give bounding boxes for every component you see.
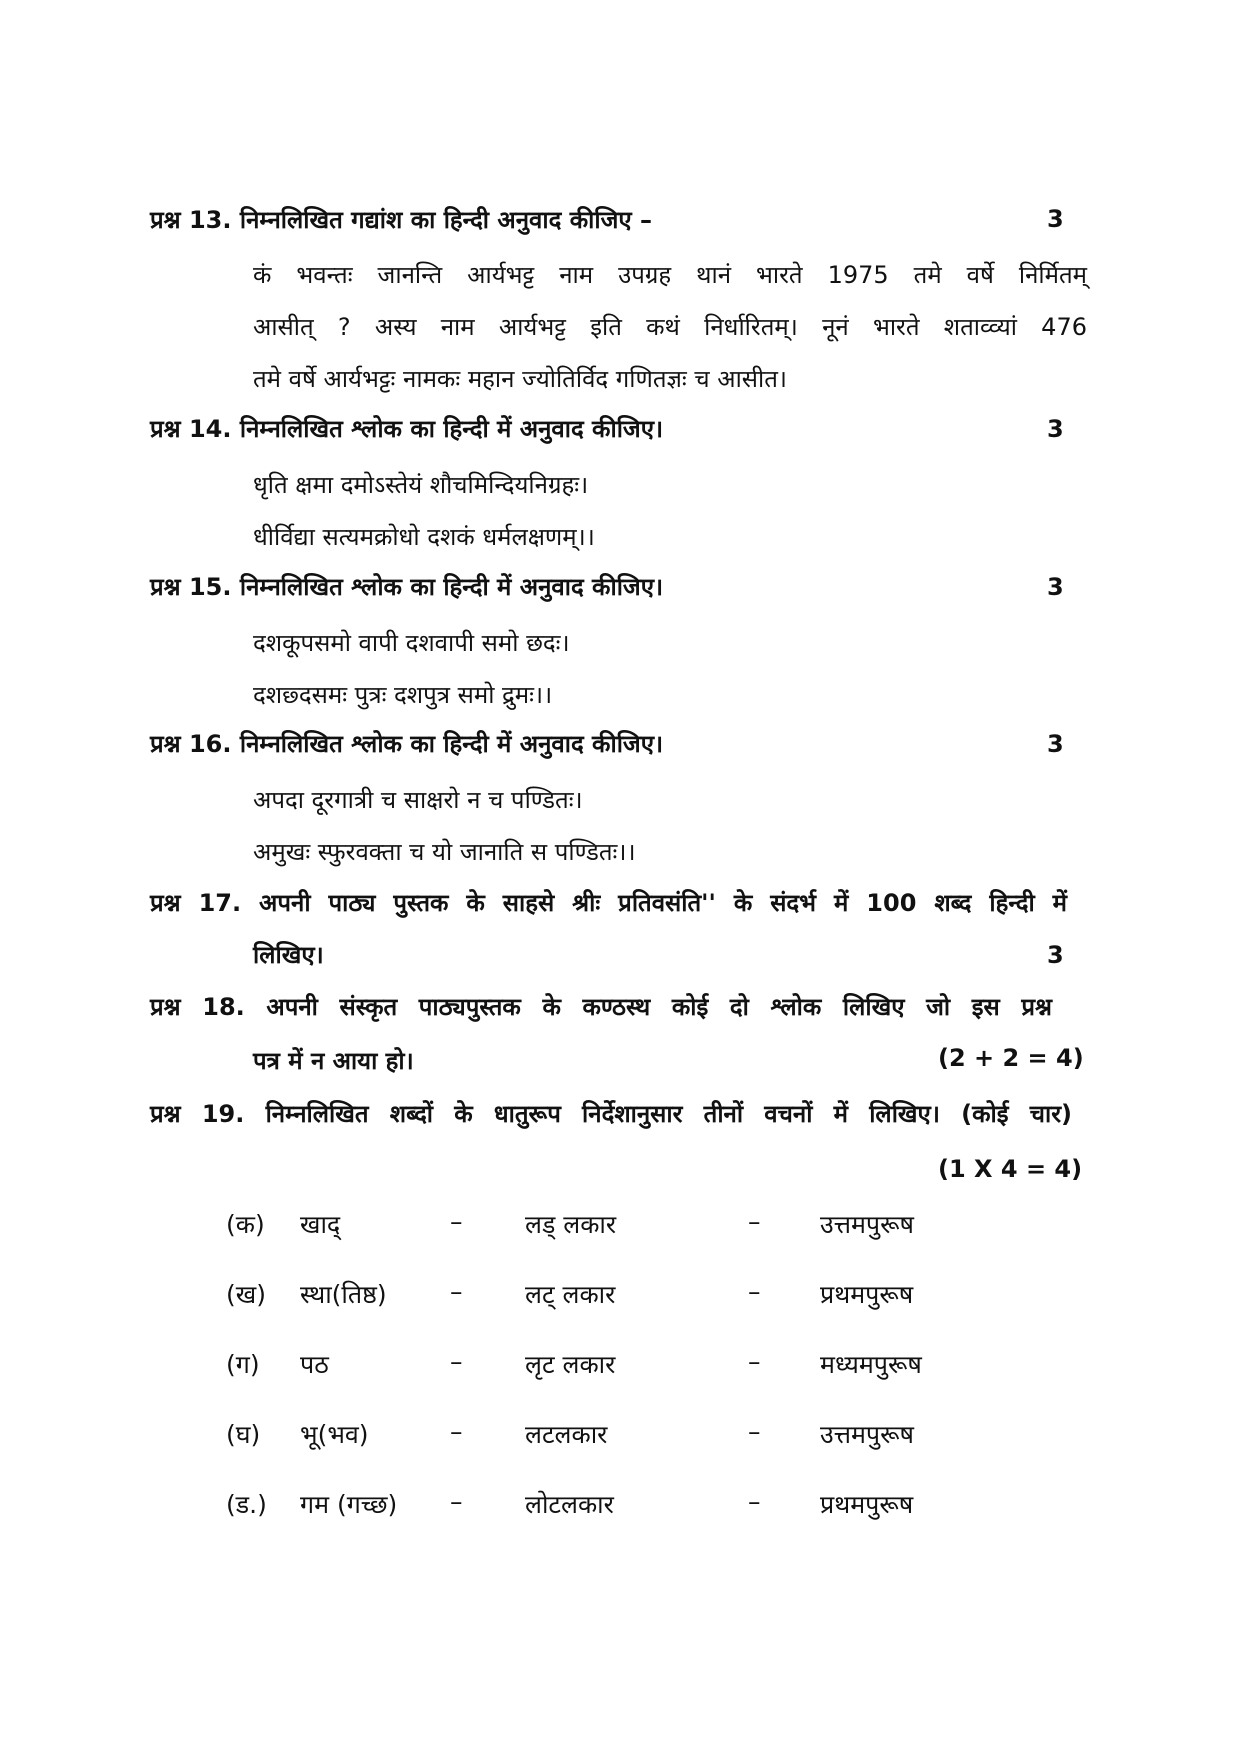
verb-row-dash-1: – [450,1487,463,1516]
verb-row-lakar: लटलकार [525,1420,608,1449]
verb-row-purush: उत्तमपुरूष [820,1420,915,1449]
question-16-heading: प्रश्न 16. निम्नलिखित श्लोक का हिन्दी में अनुवाद कीजिए। [150,730,664,758]
question-13-marks: 3 [1047,205,1064,233]
verb-row-purush: प्रथमपुरूष [820,1490,914,1519]
verb-row-dash-1: – [450,1207,463,1236]
question-18-heading: प्रश्न 18. अपनी संस्कृत पाठ्यपुस्तक के कण्ठस्थ कोई दो श्लोक लिखिए जो इस प्रश्न [150,993,1052,1021]
question-14-line-1: धृति क्षमा दमोऽस्तेयं शौचमिन्दियनिग्रहः। [253,471,589,499]
verb-row-dash-2: – [748,1417,761,1446]
verb-row-dash-1: – [450,1277,463,1306]
verb-row-label: (क) [226,1210,265,1239]
verb-row-word: भू(भव) [300,1420,369,1449]
question-18-heading-cont: पत्र में न आया हो। [253,1047,414,1075]
verb-row-lakar: लोटलकार [525,1490,614,1519]
verb-row-purush: उत्तमपुरूष [820,1210,915,1239]
verb-row-label: (ख) [226,1280,266,1309]
question-14-line-2: धीर्विद्या सत्यमक्रोधो दशकं धर्मलक्षणम्।। [253,523,595,551]
question-15-marks: 3 [1047,573,1064,601]
question-14-heading: प्रश्न 14. निम्नलिखित श्लोक का हिन्दी में अनुवाद कीजिए। [150,415,664,443]
verb-row-label: (घ) [226,1420,261,1449]
verb-row-dash-2: – [748,1207,761,1236]
question-13-heading: प्रश्न 13. निम्नलिखित गद्यांश का हिन्दी अनुवाद कीजिए – [150,206,652,234]
verb-row-word: पठ [300,1350,329,1379]
verb-row-dash-2: – [748,1347,761,1376]
verb-row-word: खाद् [300,1210,341,1239]
question-13-line-3: तमे वर्षे आर्यभट्टः नामकः महान ज्योतिर्विद गणितज्ञः च आसीत। [253,365,788,393]
verb-row [0,1347,1241,1387]
verb-row-lakar: लट् लकार [525,1280,616,1309]
question-16-line-2: अमुखः स्फुरवक्ता च यो जानाति स पण्डितः।। [253,838,636,866]
verb-row-lakar: लड् लकार [525,1210,617,1239]
question-16-marks: 3 [1047,730,1064,758]
question-13-line-2: आसीत् ? अस्य नाम आर्यभट्ट इति कथं निर्धारितम्। नूनं भारते शताव्व्यां 476 [253,313,1087,341]
question-15-line-1: दशकूपसमो वापी दशवापी समो छदः। [253,629,570,657]
question-19-heading: प्रश्न 19. निम्नलिखित शब्दों के धातुरूप निर्देशानुसार तीनों वचनों में लिखिए। (कोई चार) [150,1100,1072,1128]
verb-row-purush: प्रथमपुरूष [820,1280,914,1309]
verb-row-dash-2: – [748,1487,761,1516]
verb-row [0,1417,1241,1457]
verb-row-purush: मध्यमपुरूष [820,1350,922,1379]
question-15-line-2: दशछ्दसमः पुत्रः दशपुत्र समो द्रुमः।। [253,681,553,709]
question-13-line-1: कं भवन्तः जानन्ति आर्यभट्ट नाम उपग्रह थानं भारते 1975 तमे वर्षे निर्मितम् [253,261,1087,289]
question-16-line-1: अपदा दूरगात्री च साक्षरो न च पण्डितः। [253,786,583,814]
verb-row-word: गम (गच्छ) [300,1490,398,1519]
verb-row-label: (ग) [226,1350,260,1379]
verb-row [0,1487,1241,1527]
verb-row-dash-1: – [450,1347,463,1376]
verb-row-dash-1: – [450,1417,463,1446]
verb-row [0,1277,1241,1317]
verb-row-lakar: लृट लकार [525,1350,616,1379]
question-19-marks: (1 X 4 = 4) [938,1155,1083,1183]
question-17-heading: प्रश्न 17. अपनी पाठ्य पुस्तक के साहसे श्रीः प्रतिवसंति'' के संदर्भ में 100 शब्द हिन्दी में [150,889,1067,917]
verb-row-word: स्था(तिष्ठ) [300,1280,387,1309]
question-15-heading: प्रश्न 15. निम्नलिखित श्लोक का हिन्दी में अनुवाद कीजिए। [150,573,664,601]
verb-row-dash-2: – [748,1277,761,1306]
verb-row-label: (ड.) [226,1490,267,1519]
verb-row [0,1207,1241,1247]
question-18-marks: (2 + 2 = 4) [938,1044,1084,1072]
question-14-marks: 3 [1047,415,1064,443]
question-17-heading-cont: लिखिए। [253,941,324,969]
question-17-marks: 3 [1047,941,1064,969]
